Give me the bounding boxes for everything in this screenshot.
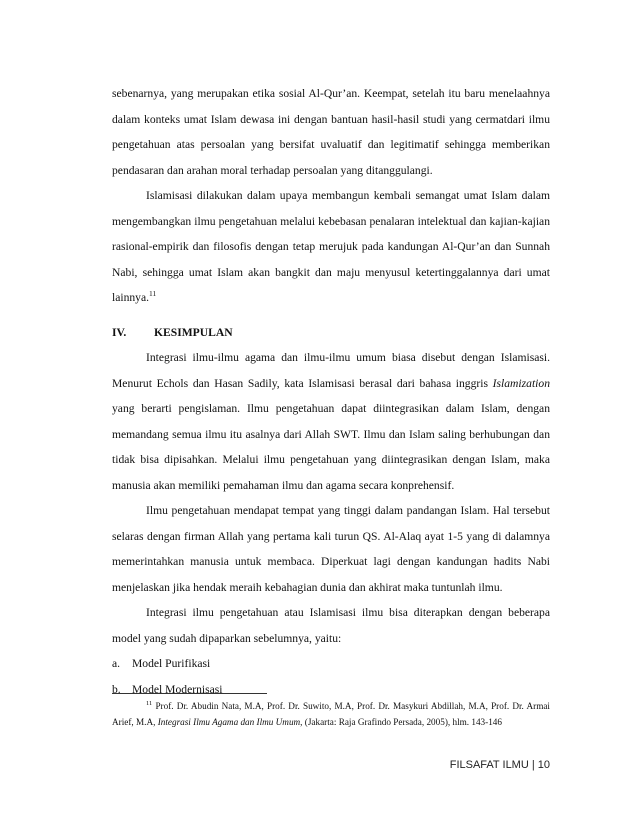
list-item <box>112 651 550 677</box>
conclusion-paragraph-2: Ilmu pengetahuan mendapat tempat yang tinggi dalam pandangan Islam. Hal tersebut selaras dengan firman Allah yang pertama kali turun QS. Al-Alaq ayat 1-5 yang di dalamnya memerintahkan manusia untuk membaca. Diperkuat lagi dengan kandungan hadits Nabi menjelaskan jika hendak meraih kebahagian dunia dan akhirat maka tuntunlah ilmu. <box>112 504 550 594</box>
body-text <box>112 81 550 702</box>
footnote <box>112 699 550 730</box>
paragraph-continuation: sebenarnya, yang merupakan etika sosial Al-Qur’an. Keempat, setelah itu baru menelaahnya dalam konteks umat Islam dewasa ini dengan bantuan hasil-hasil studi yang cermatdari ilmu pengetahuan atas persoalan yang bersifat uvaluatif dan legitimatif sehingga memberikan pendasaran dan arahan moral terhadap persoalan yang ditanggulangi. <box>112 87 550 177</box>
footnote-reference[interactable]: 11 <box>149 289 157 299</box>
section-title: KESIMPULAN <box>154 325 233 339</box>
paragraph-islamisasi <box>112 183 550 311</box>
section-heading <box>112 320 550 346</box>
list-marker: b. <box>112 682 121 696</box>
conclusion-paragraph-3: Integrasi ilmu pengetahuan atau Islamisasi ilmu bisa diterapkan dengan beberapa model yang sudah dipaparkan sebelumnya, yaitu: <box>112 606 550 645</box>
footnote-number: 11 <box>146 699 153 707</box>
footnote-book-title: Integrasi Ilmu Agama dan Ilmu Umum <box>157 716 301 727</box>
conclusion-paragraph-1 <box>112 345 550 498</box>
list-marker: a. <box>112 657 121 670</box>
page-footer: FILSAFAT ILMU | 10 <box>449 759 550 771</box>
footnote-separator <box>112 693 267 694</box>
section-number: IV. <box>112 325 127 339</box>
list-item-text: Model Modernisasi <box>132 682 223 696</box>
paragraph-islamisasi-text: Islamisasi dilakukan dalam upaya membangun kembali semangat umat Islam dalam mengembangkan ilmu pengetahuan melalui kebebasan penalaran intelektual dan kajian-kajian rasional-empirik dan filosofis dengan tetap merujuk pada kandungan Al-Qur’an dan Sunnah Nabi, sehingga umat Islam akan bangkit dan maju menyusul ketertinggalannya dari umat lainnya. <box>112 189 550 304</box>
conclusion-paragraph-1-italic: Islamization <box>492 376 550 390</box>
conclusion-paragraph-1-part1: Integrasi ilmu-ilmu agama dan ilmu-ilmu umum biasa disebut dengan Islamisasi. Menurut Echols dan Hasan Sadily, kata Islamisasi berasal dari bahasa inggris <box>112 351 550 390</box>
footnote-text-part1: Prof. Dr. Abudin Nata, M.A, Prof. Dr. Suwito, M.A, Prof. Dr. Masykuri Abdillah, M.A, Prof. Dr. Armai Arief, M.A, <box>112 701 550 727</box>
list-item-text: Model Purifikasi <box>132 657 211 670</box>
conclusion-paragraph-1-part2: yang berarti pengislaman. Ilmu pengetahuan dapat diintegrasikan dalam Islam, dengan memandang semua ilmu itu asalnya dari Allah SWT. Ilmu dan Islam saling berhubungan dan tidak bisa dipisahkan. Melalui ilmu pengetahuan yang diintegrasikan dengan Islam, maka manusia akan memiliki pemahaman ilmu dan agama secara konprehensif. <box>112 402 550 492</box>
footnote-text-part2: , (Jakarta: Raja Grafindo Persada, 2005), hlm. 143-146 <box>300 716 502 727</box>
